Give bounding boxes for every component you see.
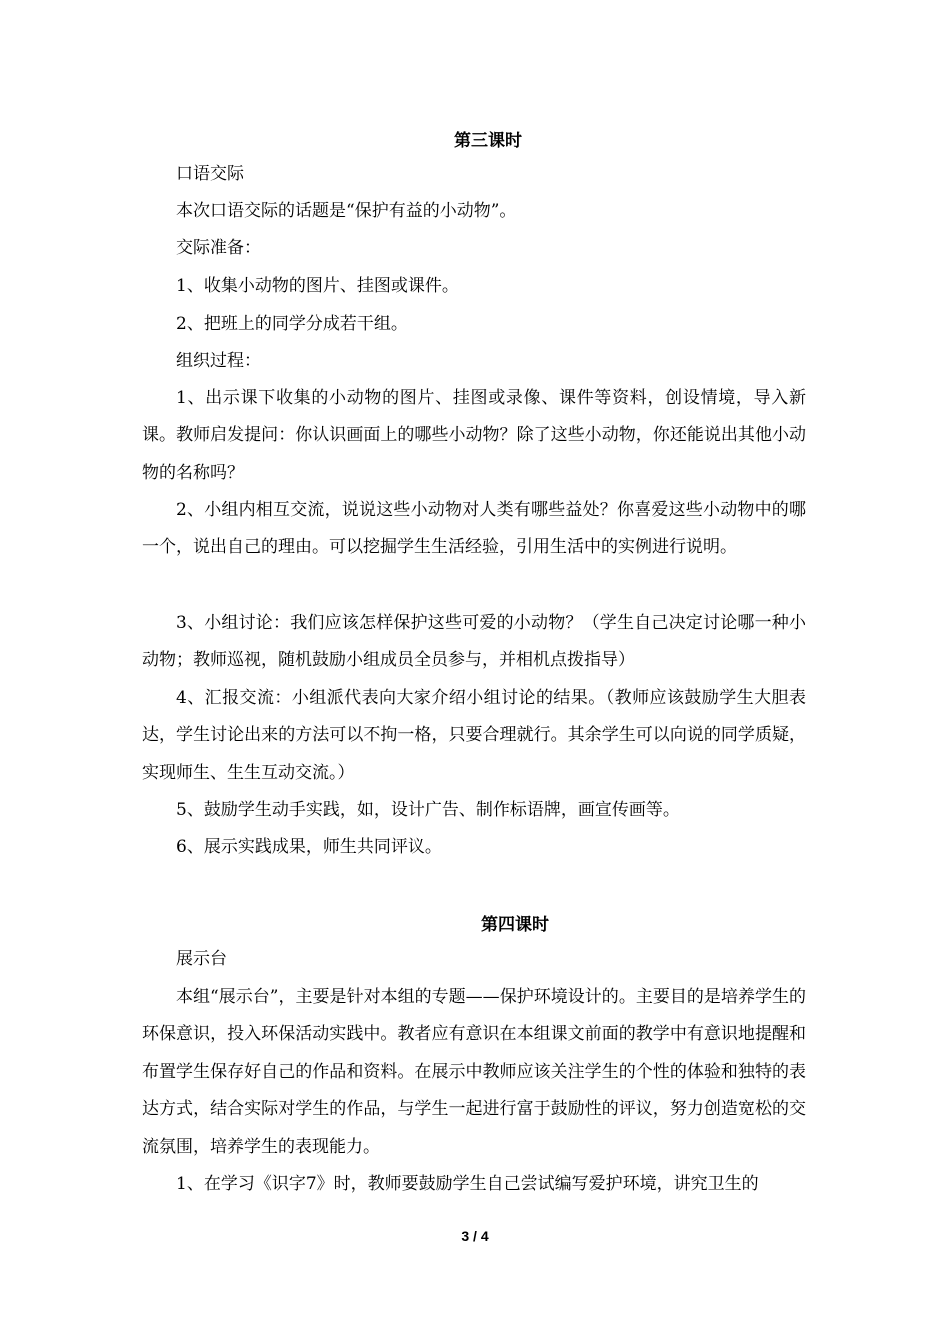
section-subtitle-showcase: 展示台 <box>176 949 227 969</box>
process-step-5: 5、鼓励学生动手实践，如，设计广告、制作标语牌，画宣传画等。 <box>176 800 680 820</box>
page-number: 3 / 4 <box>461 1228 489 1244</box>
showcase-item-1: 1、在学习《识字7》时，教师要鼓励学生自己尝试编写爱护环境，讲究卫生的 <box>176 1174 759 1194</box>
section-intro: 本次口语交际的话题是“保护有益的小动物”。 <box>176 201 517 221</box>
section-title-lesson-4: 第四课时 <box>481 915 549 935</box>
process-step-6: 6、展示实践成果，师生共同评议。 <box>176 837 442 857</box>
process-step-1: 1、出示课下收集的小动物的图片、挂图或录像、课件等资料，创设情境，导入新课。教师启发提问：你认识画面上的哪些小动物？除了这些小动物，你还能说出其他小动物的名称吗？ <box>142 388 806 483</box>
section-title-lesson-3: 第三课时 <box>454 131 522 151</box>
prep-item-1: 1、收集小动物的图片、挂图或课件。 <box>176 276 459 296</box>
process-step-3: 3、小组讨论：我们应该怎样保护这些可爱的小动物？（学生自己决定讨论哪一种小动物；教师巡视，随机鼓励小组成员全员参与，并相机点拨指导） <box>142 613 806 671</box>
process-step-2: 2、小组内相互交流，说说这些小动物对人类有哪些益处？你喜爱这些小动物中的哪一个，说出自己的理由。可以挖掘学生生活经验，引用生活中的实例进行说明。 <box>142 500 806 558</box>
prep-item-2: 2、把班上的同学分成若干组。 <box>176 314 408 334</box>
prep-label: 交际准备： <box>176 238 261 258</box>
showcase-paragraph: 本组“展示台”，主要是针对本组的专题——保护环境设计的。主要目的是培养学生的环保意识，投入环保活动实践中。教者应有意识在本组课文前面的教学中有意识地提醒和布置学生保存好自己的作品和资料。在展示中教师应该关注学生的个性的体验和独特的表达方式，结合实际对学生的作品，与学生一起进行富于鼓励性的评议，努力创造宽松的交流氛围，培养学生的表现能力。 <box>142 987 806 1157</box>
process-label: 组织过程： <box>176 351 261 371</box>
section-subtitle-oral-communication: 口语交际 <box>176 164 244 184</box>
process-step-4: 4、汇报交流：小组派代表向大家介绍小组讨论的结果。（教师应该鼓励学生大胆表达，学生讨论出来的方法可以不拘一格，只要合理就行。其余学生可以向说的同学质疑，实现师生、生生互动交流。） <box>142 688 806 783</box>
